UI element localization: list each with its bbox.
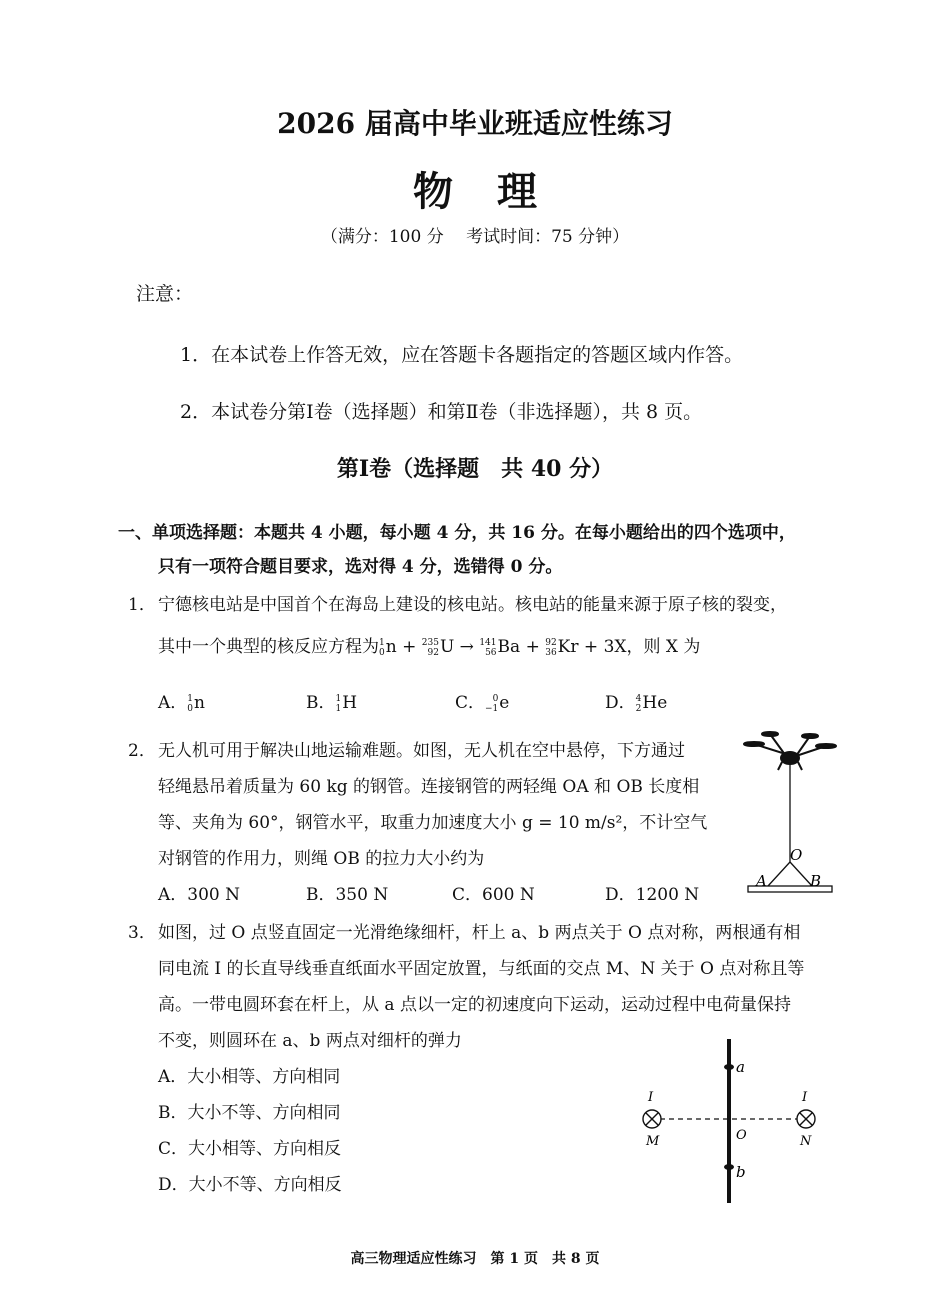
label-a: A [756, 872, 767, 890]
q3-option-a[interactable]: A．大小相等、方向相同 [158, 1067, 341, 1087]
q1-text-line1: 宁德核电站是中国首个在海岛上建设的核电站。核电站的能量来源于原子核的裂变， [158, 595, 787, 615]
q3-option-b[interactable]: B．大小不等、方向相同 [158, 1103, 341, 1123]
section1-instructions-line1: 一、单项选择题：本题共 4 小题，每小题 4 分，共 16 分。在每小题给出的四个选项中， [118, 523, 796, 543]
q2-number: 2． [128, 741, 156, 761]
label-b: B [810, 872, 822, 890]
drone-figure [740, 730, 840, 900]
q1-option-c[interactable]: C． 0 −1e [455, 693, 510, 714]
part1-title: 第Ⅰ卷（选择题 共 40 分） [336, 456, 614, 482]
q2-option-a[interactable]: A．300 N [158, 885, 241, 905]
section1-instructions-line2: 只有一项符合题目要求，选对得 4 分，选错得 0 分。 [158, 557, 563, 577]
q2-text-line1: 无人机可用于解决山地运输难题。如图，无人机在空中悬停，下方通过 [158, 741, 685, 761]
q1-text-prefix: 其中一个典型的核反应方程为 [158, 637, 379, 657]
q2-text-line2: 轻绳悬吊着质量为 60 kg 的钢管。连接钢管的两轻绳 OA 和 OB 长度相 [158, 777, 700, 797]
q1-option-a[interactable]: A．1 0n [158, 693, 205, 714]
q3-number: 3． [128, 923, 156, 943]
exam-meta: （满分：100 分 考试时间：75 分钟） [320, 227, 630, 247]
q1-number: 1． [128, 595, 156, 615]
label-b: b [736, 1163, 746, 1181]
q1-text-suffix: ，则 X 为 [626, 637, 701, 657]
rope-ob [790, 862, 812, 886]
q1-text-line2 [158, 632, 700, 658]
label-o: O [790, 846, 803, 864]
subject-title: 物理 [413, 168, 581, 215]
label-o: O [736, 1128, 747, 1143]
label-i-left: I [648, 1090, 654, 1105]
q1-option-b[interactable]: B．1 1H [306, 693, 358, 714]
notice-item-1: 1．在本试卷上作答无效，应在答题卡各题指定的答题区域内作答。 [180, 344, 744, 366]
nuclear-equation: 1 0n + 235 92U → 141 56Ba + 92 36Kr + 3X [379, 637, 627, 658]
q3-text-line2: 同电流 I 的长直导线垂直纸面水平固定放置，与纸面的交点 M、N 关于 O 点对称且等 [158, 959, 805, 979]
q2-option-d[interactable]: D．1200 N [605, 885, 700, 905]
label-m: M [646, 1134, 660, 1149]
q2-option-c[interactable]: C．600 N [452, 885, 535, 905]
wire-n-icon [797, 1110, 815, 1128]
ring-b [724, 1164, 734, 1170]
notice-item-2: 2．本试卷分第Ⅰ卷（选择题）和第Ⅱ卷（非选择题），共 8 页。 [180, 401, 703, 423]
q1-option-d[interactable]: D．4 2He [605, 693, 668, 714]
q3-text-line1: 如图，过 O 点竖直固定一光滑绝缘细杆，杆上 a、b 两点关于 O 点对称，两根通有相 [158, 923, 801, 943]
q2-text-line4: 对钢管的作用力，则绳 OB 的拉力大小约为 [158, 849, 485, 869]
rod-wires-figure [630, 1035, 830, 1207]
notice-label: 注意： [136, 283, 194, 305]
q2-text-line3: 等、夹角为 60°，钢管水平，取重力加速度大小 g = 10 m/s²，不计空气 [158, 813, 708, 833]
wire-m-icon [643, 1110, 661, 1128]
q3-option-d[interactable]: D．大小不等、方向相反 [158, 1175, 342, 1195]
q3-text-line3: 高。一带电圆环套在杆上，从 a 点以一定的初速度向下运动，运动过程中电荷量保持 [158, 995, 791, 1015]
label-i-right: I [802, 1090, 808, 1105]
label-n: N [800, 1134, 812, 1149]
ring-a [724, 1064, 734, 1070]
page-footer: 高三物理适应性练习 第 1 页 共 8 页 [350, 1251, 600, 1267]
label-a: a [736, 1058, 745, 1076]
page-title: 2026 届高中毕业班适应性练习 [277, 107, 673, 140]
q3-text-line4: 不变，则圆环在 a、b 两点对细杆的弹力 [158, 1031, 462, 1051]
rope-oa [768, 862, 790, 886]
q2-option-b[interactable]: B．350 N [306, 885, 389, 905]
q3-option-c[interactable]: C．大小相等、方向相反 [158, 1139, 342, 1159]
